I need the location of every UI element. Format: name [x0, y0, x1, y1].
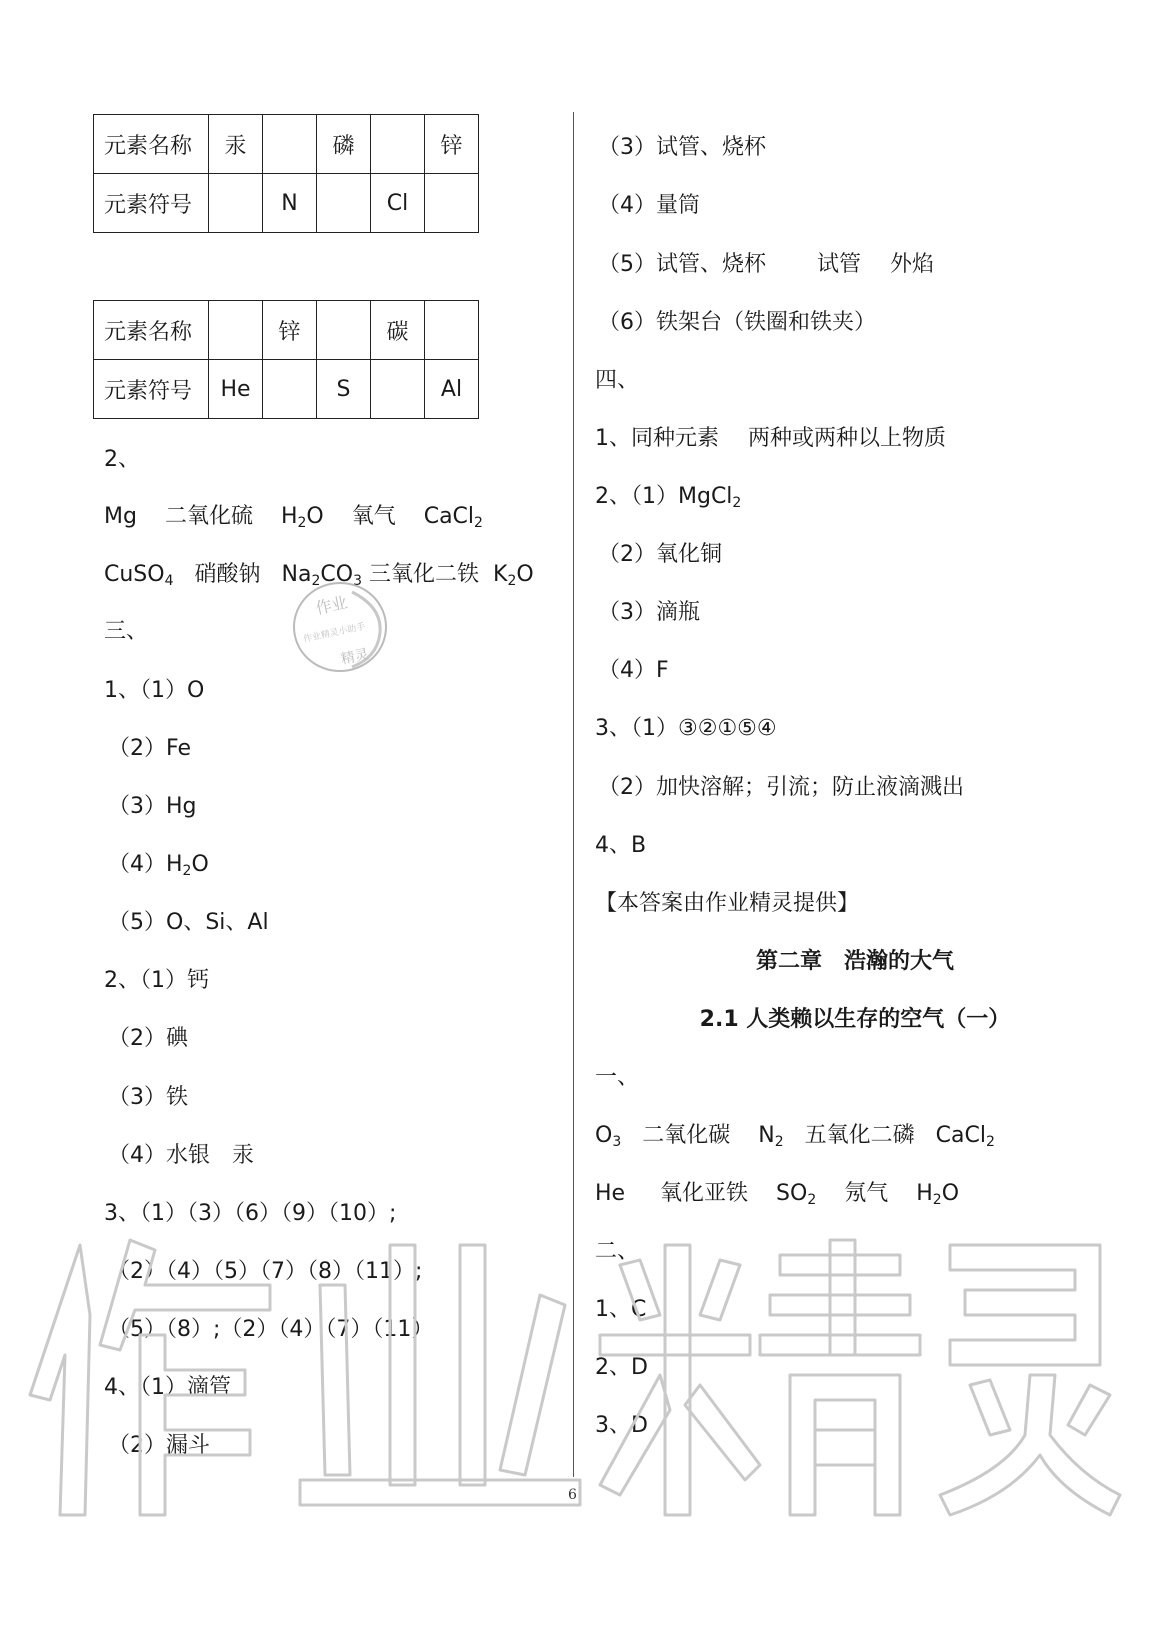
column-divider — [573, 112, 574, 1477]
element-table-1 — [93, 114, 479, 233]
answer-line: 2、 — [104, 447, 140, 472]
section-heading: 三、 — [104, 619, 149, 644]
formula: $H_2O$ — [280, 504, 324, 531]
answer-line: （4）水银 汞 — [108, 1143, 254, 1168]
table-cell — [425, 174, 479, 233]
formula: 二氧化碳 — [642, 1123, 731, 1148]
formula: 二氧化硫 — [164, 504, 253, 529]
answer-line: 2、D — [595, 1355, 648, 1380]
section-heading: 二、 — [595, 1239, 640, 1264]
answer-line: （5）O、Si、Al — [108, 910, 269, 935]
formula: $K_2O$ — [493, 562, 534, 589]
formula: 五氧化二磷 — [804, 1123, 915, 1148]
formula-line-4 — [595, 1179, 959, 1215]
answer-line: 1、同种元素 两种或两种以上物质 — [595, 426, 946, 451]
formula: 氧气 — [351, 504, 396, 529]
formula: $Na_2CO_3$ — [281, 562, 362, 589]
svg-text:精灵: 精灵 — [339, 646, 371, 668]
table-cell: 碳 — [371, 301, 425, 360]
answer-line: （3）滴瓶 — [598, 600, 700, 625]
table-cell — [209, 301, 263, 360]
answer-line: （2）氧化铜 — [598, 542, 722, 567]
answer-line: （3）Hg — [108, 794, 197, 819]
provider-note: 【本答案由作业精灵提供】 — [595, 891, 860, 916]
svg-text:作业: 作业 — [313, 592, 350, 618]
formula: Mg — [104, 504, 137, 529]
formula-line-2 — [104, 560, 534, 596]
table-cell — [263, 115, 317, 174]
table-row — [94, 174, 479, 233]
formula: 氧化亚铁 — [660, 1181, 749, 1206]
answer-line: （4）F — [598, 658, 669, 683]
answer-line: （2）漏斗 — [108, 1433, 210, 1458]
answer-line: （6）铁架台（铁圈和铁夹） — [598, 310, 876, 335]
table-header-name: 元素名称 — [94, 301, 209, 360]
svg-text:作业精灵小助手: 作业精灵小助手 — [302, 622, 367, 645]
answer-line: 1、（1）O — [104, 678, 205, 703]
formula: CuSO$_4$ — [104, 562, 174, 589]
answer-line: 2、（1）MgCl$_2$ — [595, 484, 742, 511]
table-cell: N — [263, 174, 317, 233]
chapter-title: 第二章 浩瀚的大气 — [755, 949, 954, 974]
table-cell — [317, 301, 371, 360]
section-title: 2.1 人类赖以生存的空气（一） — [699, 1007, 1011, 1032]
table-cell — [371, 115, 425, 174]
table-cell: Cl — [371, 174, 425, 233]
answer-line: （4）量筒 — [598, 193, 700, 218]
table-cell — [263, 360, 317, 419]
formula: $H_2O$ — [916, 1181, 960, 1208]
table-cell — [371, 360, 425, 419]
formula: 氖气 — [844, 1181, 889, 1206]
answer-line: 4、B — [595, 833, 647, 858]
table-cell — [317, 174, 371, 233]
formula-line-3 — [595, 1121, 995, 1157]
answer-line: 2、（1）钙 — [104, 968, 209, 993]
section-heading: 一、 — [595, 1065, 640, 1090]
answer-line: 3、（1）③②①⑤④ — [595, 716, 777, 741]
table-row — [94, 301, 479, 360]
table-cell — [209, 174, 263, 233]
section-heading: 四、 — [595, 368, 640, 393]
table-header-symbol: 元素符号 — [94, 360, 209, 419]
table-cell — [425, 301, 479, 360]
answer-line: 3、（1）（3）（6）（9）（10）; — [104, 1201, 397, 1226]
formula: 三氧化二铁 — [368, 562, 479, 587]
table-row — [94, 360, 479, 419]
table-cell: 汞 — [209, 115, 263, 174]
table-cell: 锌 — [425, 115, 479, 174]
table-cell: S — [317, 360, 371, 419]
table-cell: Al — [425, 360, 479, 419]
answer-line: （2）碘 — [108, 1026, 188, 1051]
element-table-2 — [93, 300, 479, 419]
formula: $SO_2$ — [776, 1181, 817, 1208]
formula: CaCl$_2$ — [935, 1123, 995, 1150]
answer-line: （2）Fe — [108, 736, 191, 761]
formula-line-1 — [104, 502, 483, 538]
answer-line: （5）（8）;（2）（4）（7）（11） — [108, 1317, 434, 1342]
answer-line: （2）（4）（5）（7）（8）（11）; — [108, 1259, 423, 1284]
table-cell: 锌 — [263, 301, 317, 360]
answer-line: （3）试管、烧杯 — [598, 135, 766, 160]
table-header-symbol: 元素符号 — [94, 174, 209, 233]
table-row — [94, 115, 479, 174]
table-cell: 磷 — [317, 115, 371, 174]
answer-line: （5）试管、烧杯 试管 外焰 — [598, 252, 934, 277]
answer-line: 4、（1）滴管 — [104, 1375, 231, 1400]
table-cell: He — [209, 360, 263, 419]
answer-line: 1、C — [595, 1297, 647, 1322]
answer-line: 3、D — [595, 1413, 648, 1438]
table-header-name: 元素名称 — [94, 115, 209, 174]
answer-line: $(4)H_2O$ — [108, 852, 209, 879]
formula: He — [595, 1181, 626, 1206]
formula: $N_2$ — [758, 1123, 784, 1150]
formula: $O_3$ — [595, 1123, 622, 1150]
answer-line: （2）加快溶解；引流；防止液滴溅出 — [598, 775, 964, 800]
page-number: 6 — [568, 1487, 577, 1503]
formula: CaCl$_2$ — [423, 504, 483, 531]
formula: 硝酸钠 — [194, 562, 261, 587]
answer-line: （3）铁 — [108, 1085, 188, 1110]
